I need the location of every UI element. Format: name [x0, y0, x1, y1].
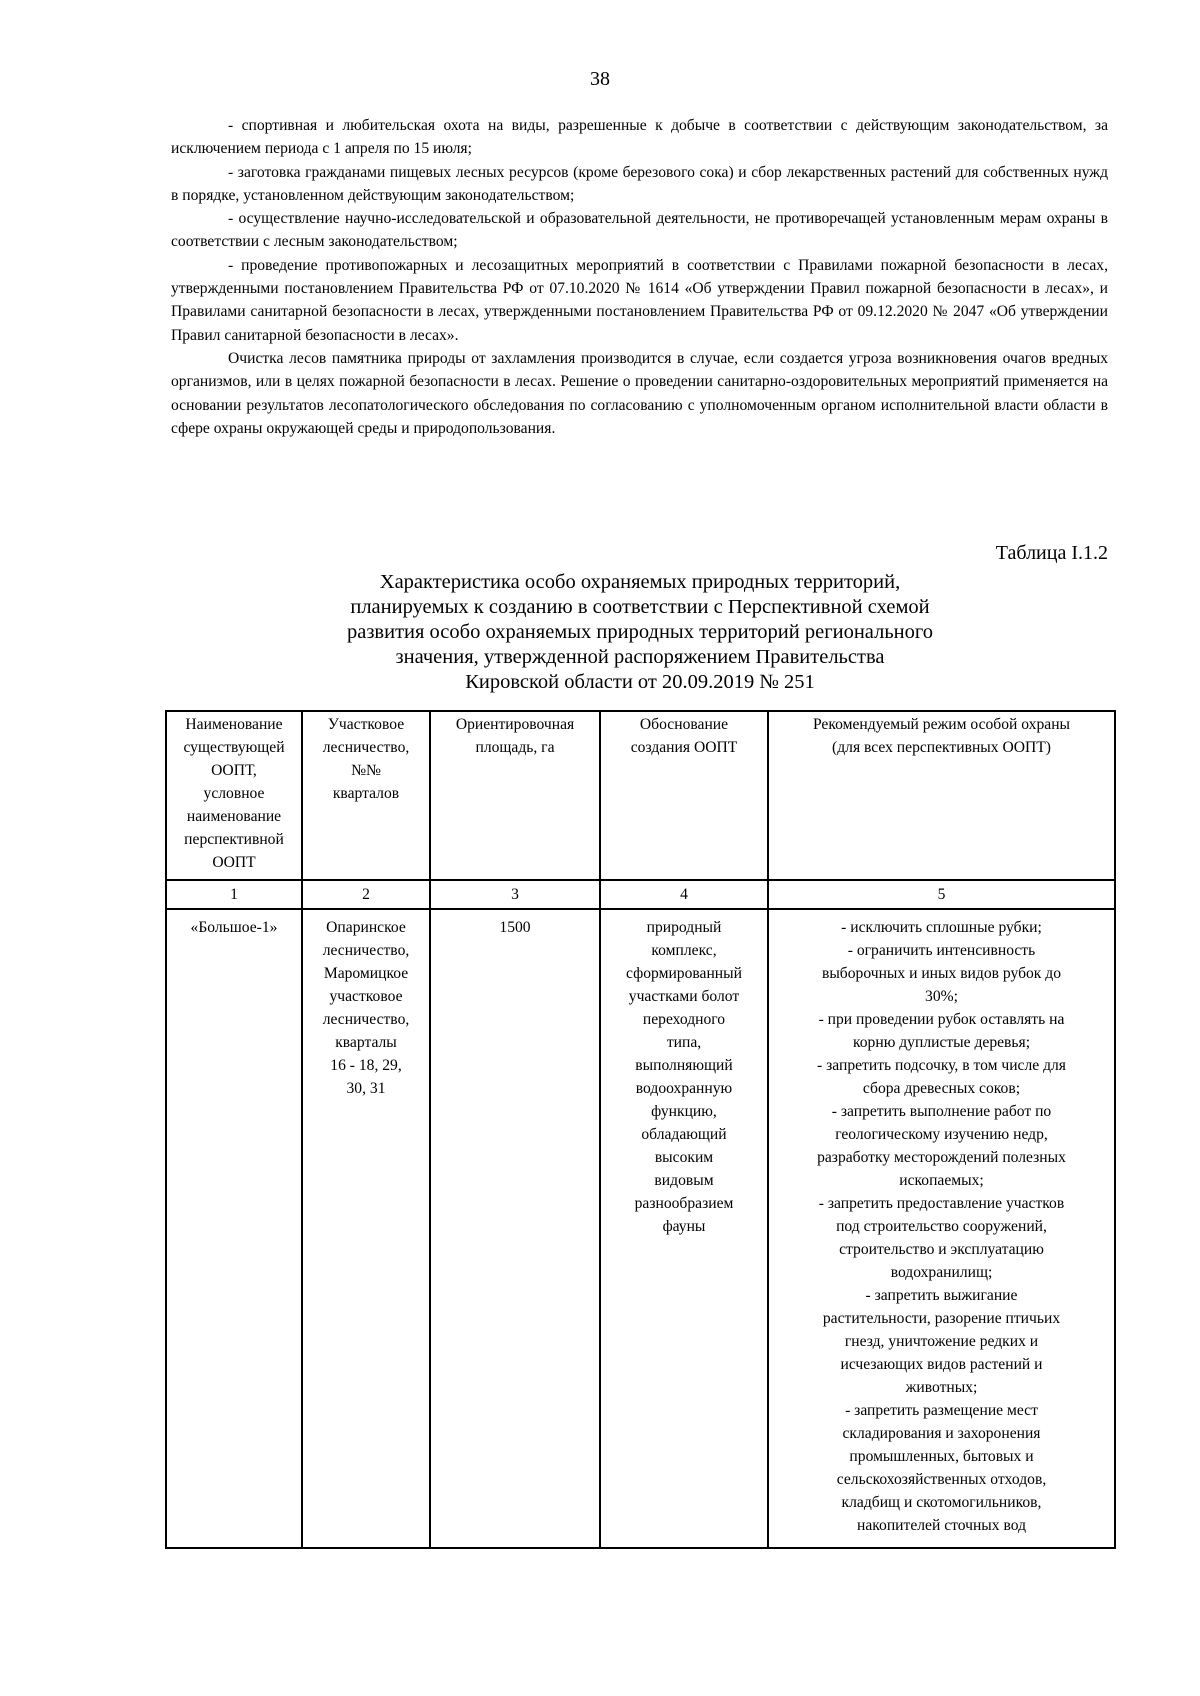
cell-justification — [600, 909, 768, 1548]
cell-line: разработку месторождений полезных — [817, 1149, 1066, 1166]
cell-line: - ограничить интенсивность — [847, 942, 1036, 959]
column-number: 2 — [302, 880, 430, 909]
cell-line: (для всех перспективных ООПТ) — [832, 739, 1051, 756]
cell-line: переходного — [642, 1011, 726, 1028]
cell-line: площадь, га — [475, 739, 555, 756]
cell-line: существующей — [183, 739, 285, 756]
cell-line: - запретить выжигание — [865, 1287, 1018, 1304]
header-name — [166, 711, 302, 880]
cell-line: сформированный — [626, 965, 742, 982]
cell-line: сбора древесных соков; — [862, 1080, 1021, 1097]
cell-line: Маромицкое — [323, 965, 409, 982]
cell-line: выборочных и иных видов рубок до — [821, 965, 1062, 982]
paragraph: - осуществление научно-исследовательской и образовательной деятельности, не противоречащей установленным мерам охраны в соответствии с лесным законодательством; — [171, 210, 1108, 251]
table-title-line: Характеристика особо охраняемых природных территорий, — [379, 571, 901, 593]
table-caption: Таблица I.1.2 — [995, 542, 1108, 564]
cell-line: разнообразием — [634, 1195, 734, 1212]
oopt-table — [165, 710, 1116, 1549]
body-text — [171, 114, 1108, 440]
column-number: 5 — [768, 880, 1115, 909]
table-title-line: значения, утвержденной распоряжением Правительства — [395, 646, 885, 668]
cell-line: исчезающих видов растений и — [840, 1356, 1043, 1373]
cell-line: - запретить подсочку, в том числе для — [817, 1057, 1066, 1074]
cell-line: ООПТ — [212, 854, 256, 871]
cell-line: «Большое-1» — [190, 919, 278, 936]
cell-line: кварталы — [335, 1034, 397, 1051]
cell-line: лесничество, — [322, 739, 410, 756]
cell-line: животных; — [905, 1379, 978, 1396]
cell-area — [430, 909, 600, 1548]
cell-regime — [768, 909, 1115, 1548]
cell-line: комплекс, — [651, 942, 717, 959]
cell-line: кварталов — [332, 785, 400, 802]
cell-line: 30%; — [925, 988, 958, 1005]
cell-line: перспективной — [184, 831, 284, 848]
cell-line: видовым — [654, 1172, 714, 1189]
paragraph: - проведение противопожарных и лесозащитных мероприятий в соответствии с Правилами пожарной безопасности в лесах, утвержденными постановлением Правительства РФ от 07.10.2020 № 1614 «Об утверждении Правил пожарной безопасности в лесах», и Правилами санитарной безопасности в лесах, утвержденными постановлением Правительства РФ от 09.12.2020 № 2047 «Об утверждении Правил санитарной безопасности в лесах». — [171, 256, 1108, 344]
cell-line: высоким — [654, 1149, 714, 1166]
cell-line: гнезд, уничтожение редких и — [844, 1333, 1039, 1350]
cell-line: наименование — [186, 808, 282, 825]
table-title-line: Кировской области от 20.09.2019 № 251 — [465, 671, 815, 693]
cell-line: кладбищ и скотомогильников, — [841, 1494, 1042, 1511]
page-number: 38 — [590, 68, 610, 90]
cell-line: участками болот — [628, 988, 740, 1005]
cell-line: типа, — [666, 1034, 702, 1051]
cell-line: - запретить размещение мест — [845, 1402, 1038, 1419]
paragraph: - заготовка гражданами пищевых лесных ресурсов (кроме березового сока) и сбор лекарственных растений для собственных нужд в порядке, установленном действующим законодательством; — [171, 163, 1108, 204]
cell-line: строительство и эксплуатацию — [839, 1241, 1044, 1258]
cell-line: Наименование — [185, 716, 283, 733]
cell-line: обладающий — [641, 1126, 727, 1143]
cell-name — [166, 909, 302, 1548]
cell-line: Участковое — [327, 716, 405, 733]
paragraph: Очистка лесов памятника природы от захламления производится в случае, если создается угроза возникновения очагов вредных организмов, или в целях пожарной безопасности в лесах. Решение о проведении санитарно-оздоровительных мероприятий применяется на основании результатов лесопатологического обследования по согласованию с уполномоченным органом исполнительной власти области в сфере охраны окружающей среды и природопользования. — [171, 349, 1108, 437]
column-number-row — [166, 880, 1115, 909]
cell-line: геологическому изучению недр, — [835, 1126, 1048, 1143]
cell-line: под строительство сооружений, — [836, 1218, 1047, 1235]
cell-forestry — [302, 909, 430, 1548]
column-number: 4 — [600, 880, 768, 909]
cell-line: ООПТ, — [211, 762, 257, 779]
cell-line: растительности, разорение птичьих — [822, 1310, 1061, 1327]
cell-line: Обоснование — [639, 716, 729, 733]
table-header-row — [166, 711, 1115, 880]
cell-line: природный — [646, 919, 722, 936]
cell-line: - запретить выполнение работ по — [831, 1103, 1052, 1120]
cell-line: функцию, — [651, 1103, 717, 1120]
cell-line: водоохранную — [635, 1080, 733, 1097]
cell-line: участковое — [329, 988, 403, 1005]
cell-line: №№ — [351, 762, 381, 779]
table-title-line: развития особо охраняемых природных территорий регионального — [346, 621, 934, 643]
table-title-line: планируемых к созданию в соответствии с Перспективной схемой — [350, 596, 930, 618]
header-area — [430, 711, 600, 880]
cell-line: корню дуплистые деревья; — [852, 1034, 1031, 1051]
cell-line: - запретить предоставление участков — [818, 1195, 1065, 1212]
cell-line: создания ООПТ — [630, 739, 738, 756]
header-regime — [768, 711, 1115, 880]
cell-line: складирования и захоронения — [842, 1425, 1041, 1442]
header-justification — [600, 711, 768, 880]
cell-line: Рекомендуемый режим особой охраны — [812, 716, 1071, 733]
cell-line: - при проведении рубок оставлять на — [818, 1011, 1065, 1028]
paragraph: - спортивная и любительская охота на виды, разрешенные к добыче в соответствии с действующим законодательством, за исключением периода с 1 апреля по 15 июля; — [171, 117, 1108, 158]
cell-line: лесничество, — [322, 1011, 410, 1028]
cell-line: промышленных, бытовых и — [849, 1448, 1034, 1465]
cell-line: - исключить сплошные рубки; — [841, 919, 1042, 936]
cell-line: выполняющий — [635, 1057, 733, 1074]
cell-line: фауны — [662, 1218, 706, 1235]
cell-line: Ориентировочная — [455, 716, 575, 733]
cell-line: 1500 — [499, 919, 531, 936]
column-number: 3 — [430, 880, 600, 909]
header-forestry — [302, 711, 430, 880]
cell-line: лесничество, — [322, 942, 410, 959]
cell-line: накопителей сточных вод — [856, 1517, 1027, 1534]
cell-line: 16 - 18, 29, — [330, 1057, 402, 1074]
table-title — [250, 570, 1030, 695]
cell-line: условное — [203, 785, 265, 802]
column-number: 1 — [166, 880, 302, 909]
cell-line: водохранилищ; — [890, 1264, 993, 1281]
cell-line: ископаемых; — [899, 1172, 984, 1189]
cell-line: Опаринское — [326, 919, 406, 936]
cell-line: 30, 31 — [346, 1080, 386, 1097]
table-row — [166, 909, 1115, 1548]
cell-line: сельскохозяйственных отходов, — [836, 1471, 1047, 1488]
